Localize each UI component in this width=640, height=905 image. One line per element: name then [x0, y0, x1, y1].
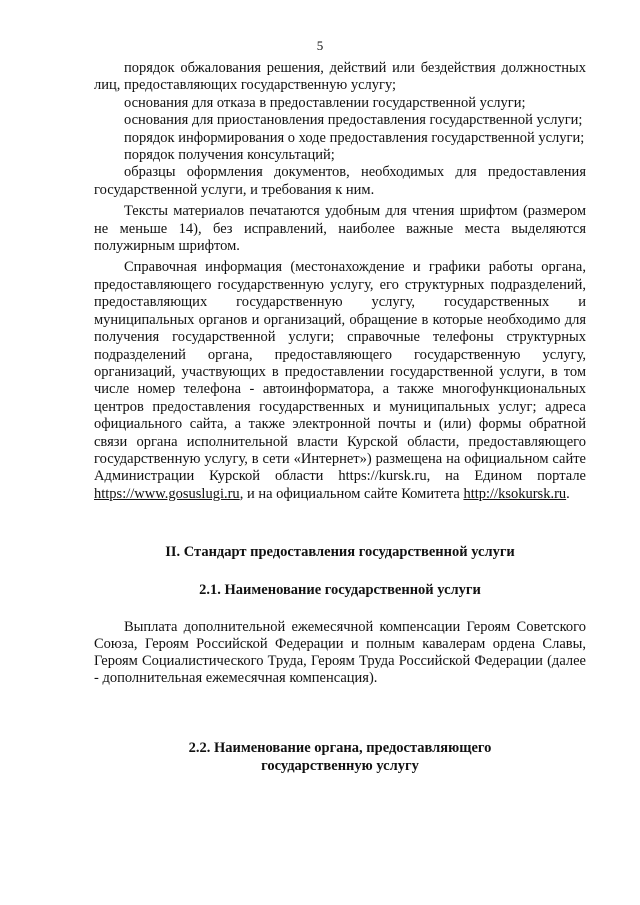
list-item: основания для приостановления предоставления государственной услуги;: [124, 112, 583, 129]
ksokursk-link[interactable]: http://ksokursk.ru: [463, 485, 567, 502]
list-item: порядок информирования о ходе предоставления государственной услуги;: [124, 129, 585, 146]
list-item: образцы оформления документов, необходимых для предоставления государственной услуги, и требования к ним.: [94, 164, 586, 198]
subsection-heading-line: государственную услугу: [261, 758, 419, 775]
texts-paragraph: Тексты материалов печатаются удобным для чтения шрифтом (размером не меньше 14), без исправлений, наиболее важные места выделяются полужирным шрифтом.: [94, 203, 586, 255]
list-item: порядок получения консультаций;: [124, 147, 335, 164]
list-item: основания для отказа в предоставлении государственной услуги;: [124, 94, 526, 111]
section-heading: II. Стандарт предоставления государственной услуги: [165, 544, 515, 561]
gosuslugi-link[interactable]: https://www.gosuslugi.ru: [94, 485, 240, 502]
reference-paragraph: [94, 259, 586, 503]
service-name-paragraph: Выплата дополнительной ежемесячной компенсации Героям Советского Союза, Героям Российской Федерации и полным кавалерам ордена Славы, Героям Социалистического Труда, Героям Труда Российской Федерации (далее - дополнительная ежемесячная компенсация).: [94, 619, 586, 687]
reference-text: Справочная информация (местонахождение и графики работы органа, предоставляющего государственную услугу, его структурных подразделений, предоставляющих государственную услугу, государственных и муниципальных органов и организаций, обращение в которые необходимо для получения государственной услуги; справочные телефоны структурных подразделений органа, предоставляющего государственную услугу, организаций, участвующих в предоставлении государственной услуги, в том числе номер телефона - автоинформатора, а также многофункциональных центров предоставления государственных и муниципальных услуг; адреса официального сайта, а также электронной почты и (или) формы обратной связи органа исполнительной власти Курской области, предоставляющего государственную услугу, в сети «Интернет») размещена на официальном сайте Администрации Курской области https://kursk.ru, на Едином портале: [94, 259, 586, 485]
document-body: [94, 60, 586, 775]
reference-text-middle: , и на официальном сайте Комитета: [239, 485, 464, 502]
reference-text-end: .: [566, 485, 570, 502]
subsection-heading-2-1: 2.1. Наименование государственной услуги: [199, 582, 481, 599]
list-item: порядок обжалования решения, действий или бездействия должностных лиц, предоставляющих государственную услугу;: [94, 60, 586, 94]
subsection-heading-line: 2.2. Наименование органа, предоставляющего: [188, 740, 492, 757]
page-number: 5: [316, 38, 324, 53]
subsection-heading-2-2: [94, 739, 586, 775]
